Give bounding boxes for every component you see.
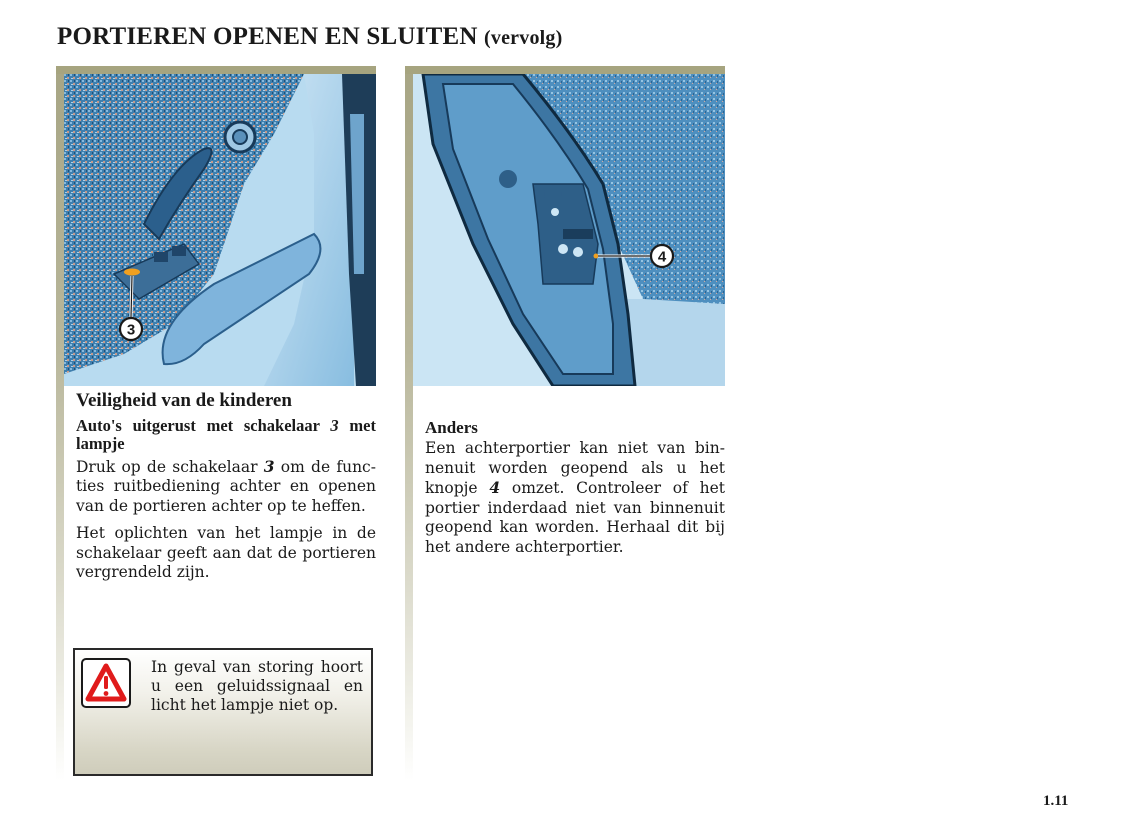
column-top-bar [56, 66, 376, 74]
page-number: 1.11 [1043, 793, 1069, 809]
callout-3-label: 3 [126, 321, 136, 339]
paragraph-text: Druk op de schakelaar [76, 457, 264, 476]
subheading-text: Auto's uitgerust met schakelaar [76, 415, 331, 435]
warning-box [73, 648, 373, 776]
anders-section [425, 419, 725, 565]
column-top-bar [405, 66, 725, 74]
left-column [56, 66, 376, 781]
warning-text: In geval van storing hoort u een geluidssignaal en licht het lampje niet op. [151, 658, 363, 714]
page-title-main: PORTIEREN OPENEN EN SLUITEN [57, 23, 478, 50]
door-panel-photo [64, 74, 376, 386]
section-subheading [76, 417, 376, 453]
page-title-suffix: (vervolg) [484, 27, 563, 49]
warning-triangle-icon [81, 658, 131, 708]
anders-paragraph [425, 439, 725, 557]
instruction-paragraph [76, 457, 376, 517]
paragraph-text: om de functies ruitbediening achter en openen van de portieren achter op te heffen. [76, 457, 376, 515]
knob-reference: 4 [489, 478, 501, 497]
paragraph-text: omzet. Controleer of het portier inderdaad niet van binnenuit geopend kan worden. Herhaal dit bij het andere achterportier. [425, 479, 725, 556]
section-heading: Veiligheid van de kinderen [76, 390, 292, 411]
rear-door-illustration [413, 74, 725, 386]
switch-reference: 3 [263, 456, 275, 476]
column-side-bar [405, 66, 413, 781]
section-heading: Anders [425, 418, 478, 437]
subheading-tail: met lampje [76, 415, 376, 453]
paragraph-text: Een achterportier kan niet van binnenuit worden geopend als u het knopje [425, 439, 725, 497]
child-safety-section [76, 391, 376, 591]
right-column [405, 66, 725, 781]
callout-4-label: 4 [657, 248, 667, 266]
column-side-bar [56, 66, 64, 781]
lamp-paragraph: Het oplichten van het lampje in de schakelaar geeft aan dat de portieren vergrendeld zijn. [76, 524, 376, 581]
page-title [57, 23, 562, 51]
rear-door-photo [413, 74, 725, 386]
switch-reference: 3 [330, 415, 339, 435]
door-panel-illustration [64, 74, 376, 386]
